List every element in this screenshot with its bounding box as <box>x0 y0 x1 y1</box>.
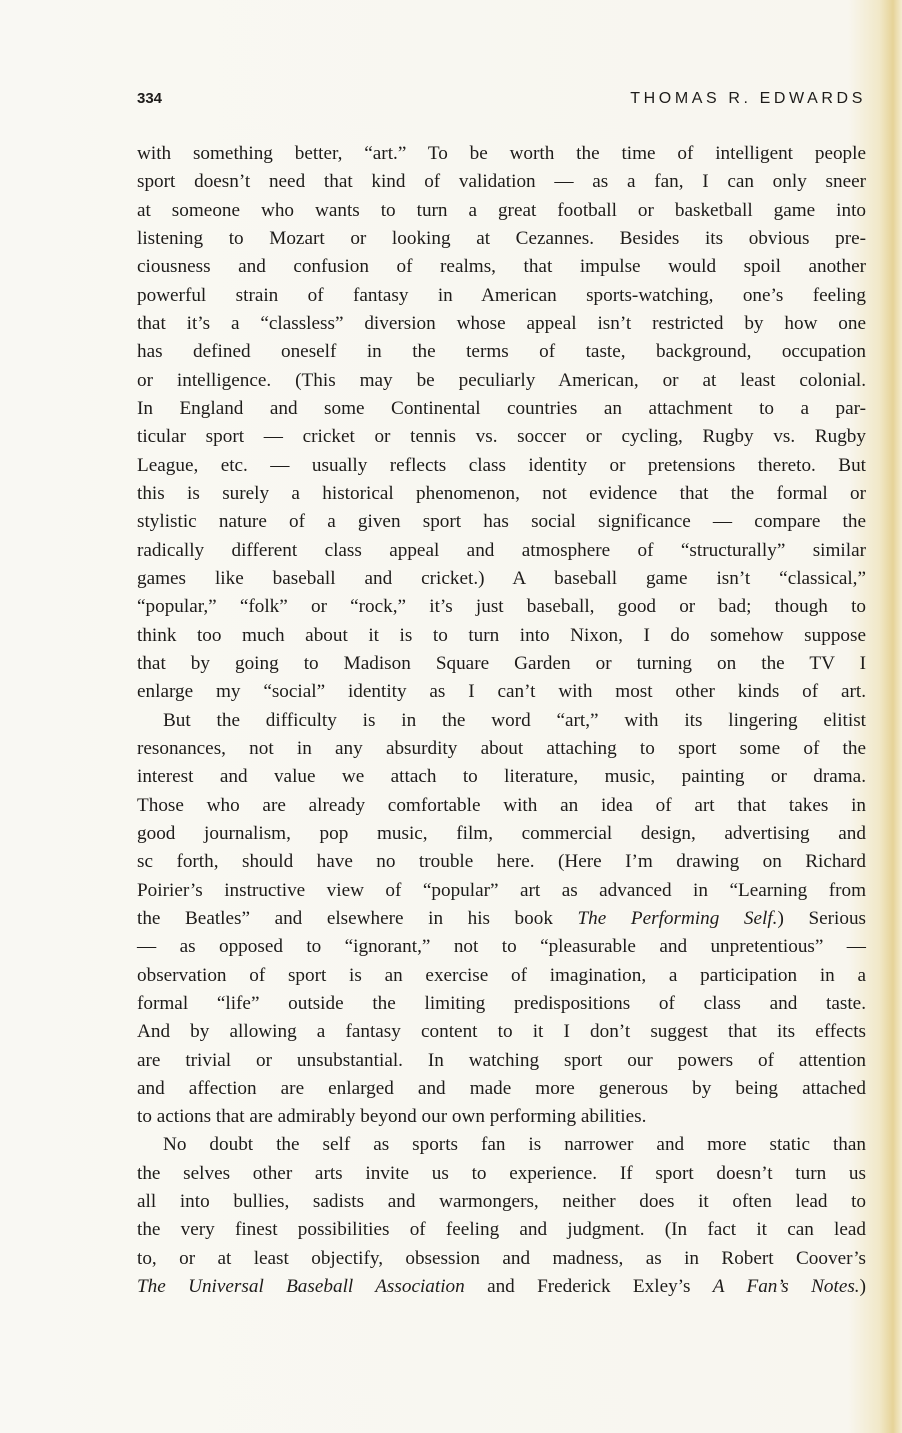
text-line <box>137 1047 866 1075</box>
line-text: “popular,” “folk” or “rock,” it’s just baseball, good or bad; though to <box>137 596 866 618</box>
text-line <box>137 962 866 990</box>
line-text: interest and value we attach to literature, music, painting or drama. <box>137 766 866 788</box>
text-line <box>137 735 866 763</box>
text-line <box>137 480 866 508</box>
line-text: Those who are already comfortable with an idea of art that takes in <box>137 794 866 816</box>
text-line <box>137 1103 866 1131</box>
line-text: has defined oneself in the terms of taste, background, occupation <box>137 341 866 363</box>
line-text: are trivial or unsubstantial. In watching sport our powers of attention <box>137 1049 866 1071</box>
line-text: ) <box>859 1276 866 1298</box>
text-line <box>137 423 866 451</box>
body-text <box>137 140 866 1301</box>
line-text: or intelligence. (This may be peculiarly American, or at least colonial. <box>137 369 866 391</box>
line-text: the Beatles” and elsewhere in his book <box>137 907 578 929</box>
text-line <box>137 1188 866 1216</box>
line-text: sc forth, should have no trouble here. (Here I’m drawing on Richard <box>137 851 866 873</box>
line-text: at someone who wants to turn a great football or basketball game into <box>137 199 866 221</box>
text-line <box>137 452 866 480</box>
text-line <box>137 622 866 650</box>
text-line <box>137 990 866 1018</box>
line-text: ) Serious <box>777 907 867 929</box>
line-text: resonances, not in any absurdity about attaching to sport some of the <box>137 737 866 759</box>
line-text: stylistic nature of a given sport has social significance — compare the <box>137 511 866 533</box>
text-line <box>137 593 866 621</box>
text-line <box>137 140 866 168</box>
line-text: formal “life” outside the limiting predispositions of class and taste. <box>137 992 866 1014</box>
text-line <box>137 792 866 820</box>
line-text: the very finest possibilities of feeling and judgment. (In fact it can lead <box>137 1219 866 1241</box>
line-text: No doubt the self as sports fan is narrower and more static than <box>163 1134 866 1156</box>
text-line <box>137 1245 866 1273</box>
text-line <box>137 905 866 933</box>
line-text: that by going to Madison Square Garden or turning on the TV I <box>137 652 866 674</box>
line-text: enlarge my “social” identity as I can’t with most other kinds of art. <box>137 681 866 703</box>
text-line <box>137 1018 866 1046</box>
line-text: the selves other arts invite us to experience. If sport doesn’t turn us <box>137 1162 866 1184</box>
text-line <box>137 1273 866 1301</box>
text-line <box>137 707 866 735</box>
line-text: — as opposed to “ignorant,” not to “pleasurable and unpretentious” — <box>137 936 866 958</box>
italic-title-text: The Universal Baseball Association <box>137 1276 465 1298</box>
line-text: In England and some Continental countries an attachment to a par- <box>137 397 866 419</box>
line-text: that it’s a “classless” diversion whose appeal isn’t restricted by how one <box>137 312 866 334</box>
text-line <box>137 820 866 848</box>
text-line <box>137 877 866 905</box>
italic-title-text: The Performing Self. <box>577 907 778 929</box>
text-line <box>137 168 866 196</box>
line-text: sport doesn’t need that kind of validation — as a fan, I can only sneer <box>137 171 866 193</box>
line-text: and Frederick Exley’s <box>464 1276 713 1298</box>
text-line <box>137 537 866 565</box>
line-text: think too much about it is to turn into Nixon, I do somehow suppose <box>137 624 866 646</box>
text-line <box>137 395 866 423</box>
line-text: powerful strain of fantasy in American sports-watching, one’s feeling <box>137 284 866 306</box>
text-line <box>137 933 866 961</box>
line-text: Poirier’s instructive view of “popular” art as advanced in “Learning from <box>137 879 866 901</box>
text-line <box>137 1131 866 1159</box>
line-text: to, or at least objectify, obsession and madness, as in Robert Coover’s <box>137 1247 866 1269</box>
line-text: with something better, “art.” To be worth the time of intelligent people <box>137 143 866 164</box>
text-line <box>137 282 866 310</box>
line-text: and affection are enlarged and made more generous by being attached <box>137 1077 866 1099</box>
page-number: 334 <box>137 90 163 107</box>
text-line <box>137 225 866 253</box>
line-text: And by allowing a fantasy content to it I don’t suggest that its effects <box>137 1021 866 1043</box>
line-text: listening to Mozart or looking at Cezannes. Besides its obvious pre- <box>137 227 866 249</box>
running-head: THOMAS R. EDWARDS <box>630 90 866 107</box>
text-line <box>137 253 866 281</box>
text-line <box>137 310 866 338</box>
text-line <box>137 197 866 225</box>
line-text: observation of sport is an exercise of imagination, a participation in a <box>137 964 866 986</box>
text-line <box>137 763 866 791</box>
line-text: all into bullies, sadists and warmongers, neither does it often lead to <box>137 1191 866 1213</box>
line-text: this is surely a historical phenomenon, not evidence that the formal or <box>137 482 866 504</box>
text-line <box>137 848 866 876</box>
text-line <box>137 678 866 706</box>
line-text: games like baseball and cricket.) A baseball game isn’t “classical,” <box>137 567 866 589</box>
line-text: good journalism, pop music, film, commercial design, advertising and <box>137 822 866 844</box>
line-text: ticular sport — cricket or tennis vs. soccer or cycling, Rugby vs. Rugby <box>137 426 866 448</box>
text-line <box>137 1075 866 1103</box>
text-line <box>137 508 866 536</box>
line-text: ciousness and confusion of realms, that impulse would spoil another <box>137 256 866 278</box>
line-text: to actions that are admirably beyond our own performing abilities. <box>137 1106 647 1128</box>
text-line <box>137 367 866 395</box>
text-line <box>137 1216 866 1244</box>
line-text: But the difficulty is in the word “art,” with its lingering elitist <box>163 709 866 731</box>
page-header <box>137 90 866 114</box>
text-line <box>137 1160 866 1188</box>
italic-title-text: A Fan’s Notes. <box>712 1276 860 1298</box>
text-line <box>137 338 866 366</box>
line-text: League, etc. — usually reflects class identity or pretensions thereto. But <box>137 454 866 476</box>
text-line <box>137 565 866 593</box>
text-line <box>137 650 866 678</box>
line-text: radically different class appeal and atmosphere of “structurally” similar <box>137 539 866 561</box>
